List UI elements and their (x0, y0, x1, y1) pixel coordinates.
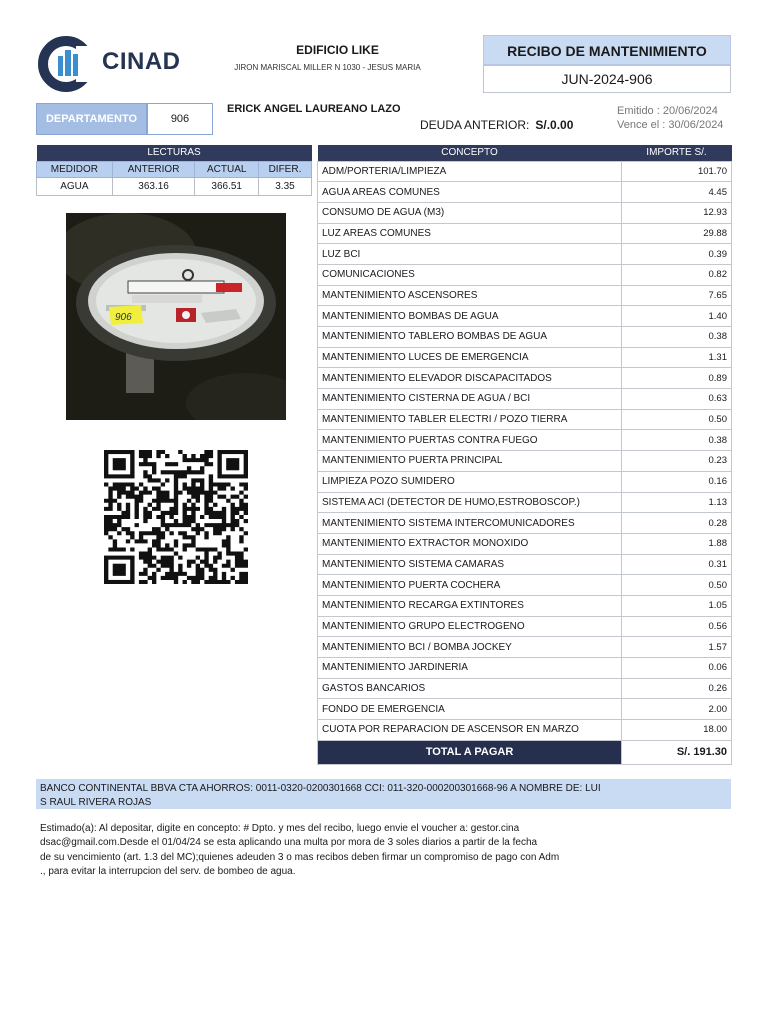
concept-name: MANTENIMIENTO LUCES DE EMERGENCIA (318, 347, 622, 368)
concept-name: LIMPIEZA POZO SUMIDERO (318, 471, 622, 492)
concept-amount: 18.00 (622, 720, 732, 741)
instruction-line: de su vencimiento (art. 1.3 del MC);quienes adeuden 3 o mas recibos deben firmar un compromiso de pago con Adm (40, 851, 560, 863)
table-row (318, 182, 732, 203)
concept-amount: 0.28 (622, 513, 732, 534)
due-date: Vence el : 30/06/2024 (617, 119, 724, 131)
previous-debt-label: DEUDA ANTERIOR: (420, 118, 530, 132)
concept-name: MANTENIMIENTO PUERTAS CONTRA FUEGO (318, 430, 622, 451)
concept-name: MANTENIMIENTO SISTEMA INTERCOMUNICADORES (318, 513, 622, 534)
concept-name: MANTENIMIENTO EXTRACTOR MONOXIDO (318, 533, 622, 554)
table-row (318, 595, 732, 616)
concept-name: MANTENIMIENTO TABLER ELECTRI / POZO TIERRA (318, 409, 622, 430)
concept-name: MANTENIMIENTO RECARGA EXTINTORES (318, 595, 622, 616)
concept-name: MANTENIMIENTO GRUPO ELECTROGENO (318, 616, 622, 637)
concept-amount: 0.26 (622, 678, 732, 699)
concept-name: GASTOS BANCARIOS (318, 678, 622, 699)
reading-previous: 363.16 (112, 177, 195, 195)
issued-date: Emitido : 20/06/2024 (617, 105, 718, 117)
concept-name: LUZ BCI (318, 244, 622, 265)
concept-amount: 0.39 (622, 244, 732, 265)
table-row (318, 264, 732, 285)
previous-debt (420, 118, 573, 132)
table-row (318, 451, 732, 472)
table-row (318, 471, 732, 492)
concept-amount: 0.89 (622, 368, 732, 389)
concept-amount: 7.65 (622, 285, 732, 306)
meter-sticker-number: 906 (115, 312, 132, 323)
cinad-logo (36, 34, 186, 94)
payment-instructions (40, 822, 600, 879)
concept-name: CONSUMO DE AGUA (M3) (318, 202, 622, 223)
brand-name: CINAD (102, 48, 181, 75)
bank-account-info (36, 779, 731, 809)
concept-amount: 0.38 (622, 430, 732, 451)
concept-amount: 1.40 (622, 306, 732, 327)
concept-amount: 2.00 (622, 699, 732, 720)
concept-amount: 1.05 (622, 595, 732, 616)
concept-name: MANTENIMIENTO SISTEMA CAMARAS (318, 554, 622, 575)
cinad-logo-icon (36, 34, 98, 94)
readings-col-meter: MEDIDOR (37, 161, 113, 177)
table-row (318, 223, 732, 244)
concept-amount: 1.31 (622, 347, 732, 368)
water-meter-photo (66, 213, 286, 420)
table-row (318, 285, 732, 306)
concept-name: MANTENIMIENTO CISTERNA DE AGUA / BCI (318, 389, 622, 410)
concept-name: MANTENIMIENTO PUERTA PRINCIPAL (318, 451, 622, 472)
concept-amount: 12.93 (622, 202, 732, 223)
concept-name: CUOTA POR REPARACION DE ASCENSOR EN MARZO (318, 720, 622, 741)
concept-amount: 29.88 (622, 223, 732, 244)
qr-finder-pattern (104, 556, 135, 584)
concept-amount: 4.45 (622, 182, 732, 203)
concept-name: SISTEMA ACI (DETECTOR DE HUMO,ESTROBOSCOP.) (318, 492, 622, 513)
concept-amount: 101.70 (622, 161, 732, 182)
concept-amount: 0.38 (622, 327, 732, 348)
table-row (318, 492, 732, 513)
reading-meter: AGUA (37, 177, 113, 195)
concepts-table (317, 145, 732, 765)
table-row (318, 513, 732, 534)
concept-name: MANTENIMIENTO TABLERO BOMBAS DE AGUA (318, 327, 622, 348)
previous-debt-value: S/.0.00 (535, 118, 574, 132)
payment-qr-code (104, 450, 248, 584)
table-row (318, 244, 732, 265)
table-row (318, 306, 732, 327)
table-row (318, 658, 732, 679)
table-row (318, 389, 732, 410)
concept-amount: 0.23 (622, 451, 732, 472)
department-label: DEPARTAMENTO (36, 103, 147, 135)
table-row (318, 720, 732, 741)
readings-table (36, 145, 312, 196)
concept-name: FONDO DE EMERGENCIA (318, 699, 622, 720)
concept-name: MANTENIMIENTO ELEVADOR DISCAPACITADOS (318, 368, 622, 389)
table-row (318, 161, 732, 182)
concept-amount: 1.88 (622, 533, 732, 554)
readings-col-current: ACTUAL (195, 161, 259, 177)
instruction-line: ., para evitar la interrupcion del serv. de bombeo de agua. (40, 865, 296, 877)
building-address: JIRON MARISCAL MILLER N 1030 - JESUS MARIA (234, 63, 421, 72)
concept-amount: 1.13 (622, 492, 732, 513)
concept-name: MANTENIMIENTO BCI / BOMBA JOCKEY (318, 637, 622, 658)
concept-amount: 0.31 (622, 554, 732, 575)
concept-name: ADM/PORTERIA/LIMPIEZA (318, 161, 622, 182)
bank-account-line-1: BANCO CONTINENTAL BBVA CTA AHORROS: 0011-0320-0200301668 CCI: 011-320-000200301668-96 A NOMBRE DE: LUI (40, 783, 601, 794)
concept-amount: 0.82 (622, 264, 732, 285)
building-name: EDIFICIO LIKE (296, 43, 379, 57)
receipt-title: RECIBO DE MANTENIMIENTO (483, 35, 731, 65)
amount-column-header: IMPORTE S/. (622, 145, 732, 161)
concept-amount: 0.50 (622, 575, 732, 596)
table-row (318, 409, 732, 430)
table-row (318, 368, 732, 389)
qr-finder-pattern (217, 450, 248, 478)
table-row (318, 554, 732, 575)
concept-name: LUZ AREAS COMUNES (318, 223, 622, 244)
concept-column-header: CONCEPTO (318, 145, 622, 161)
readings-col-difference: DIFER. (258, 161, 311, 177)
readings-title: LECTURAS (37, 145, 312, 161)
concept-name: AGUA AREAS COMUNES (318, 182, 622, 203)
table-row (318, 678, 732, 699)
total-row (318, 740, 732, 764)
table-row (318, 699, 732, 720)
table-row (318, 533, 732, 554)
instruction-line: dsac@gmail.com.Desde el 01/04/24 se esta aplicando una multa por mora de 3 soles diarios a partir de la fecha (40, 837, 538, 849)
qr-finder-pattern (104, 450, 135, 478)
table-row (318, 575, 732, 596)
concept-amount: 0.16 (622, 471, 732, 492)
concept-amount: 0.56 (622, 616, 732, 637)
table-row (318, 616, 732, 637)
concept-name: COMUNICACIONES (318, 264, 622, 285)
instruction-line: Estimado(a): Al depositar, digite en concepto: # Dpto. y mes del recibo, luego envie el voucher a: gestor.cina (40, 823, 520, 834)
total-amount: S/. 191.30 (622, 740, 732, 764)
table-row (318, 202, 732, 223)
concept-name: MANTENIMIENTO ASCENSORES (318, 285, 622, 306)
concept-amount: 0.63 (622, 389, 732, 410)
table-row (318, 430, 732, 451)
receipt-code: JUN-2024-906 (483, 65, 731, 93)
readings-col-previous: ANTERIOR (112, 161, 195, 177)
reading-difference: 3.35 (258, 177, 311, 195)
concept-name: MANTENIMIENTO PUERTA COCHERA (318, 575, 622, 596)
concept-amount: 1.57 (622, 637, 732, 658)
total-label: TOTAL A PAGAR (318, 740, 622, 764)
concept-name: MANTENIMIENTO JARDINERIA (318, 658, 622, 679)
bank-account-line-2: S RAUL RIVERA ROJAS (40, 797, 152, 808)
table-row (318, 637, 732, 658)
readings-row (37, 177, 312, 195)
concept-name: MANTENIMIENTO BOMBAS DE AGUA (318, 306, 622, 327)
concept-amount: 0.50 (622, 409, 732, 430)
table-row (318, 327, 732, 348)
concept-amount: 0.06 (622, 658, 732, 679)
owner-name: ERICK ANGEL LAUREANO LAZO (227, 103, 401, 115)
department-number: 906 (147, 103, 213, 135)
reading-current: 366.51 (195, 177, 259, 195)
table-row (318, 347, 732, 368)
